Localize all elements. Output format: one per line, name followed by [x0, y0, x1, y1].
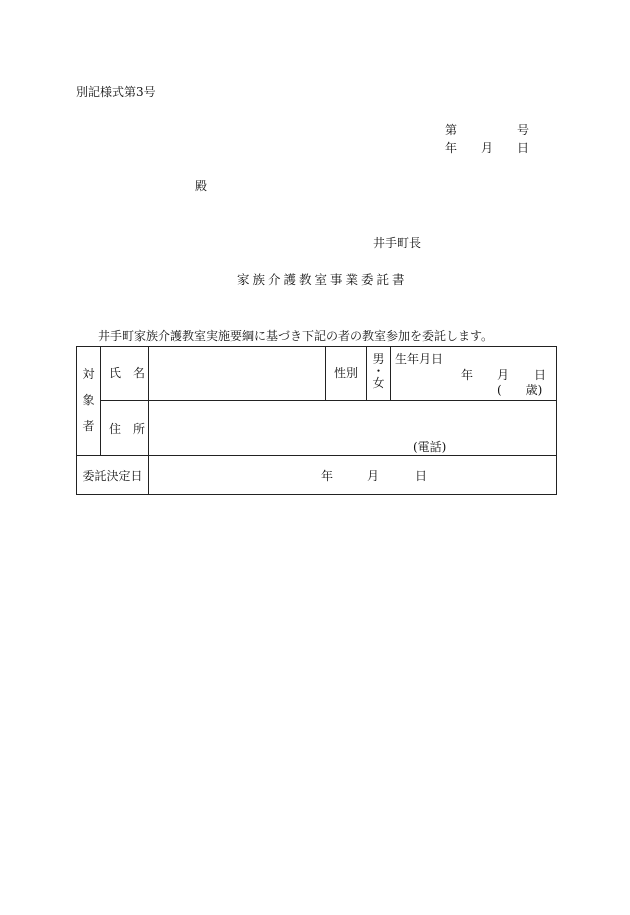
birthdate-day: 日 [534, 368, 547, 382]
subject-label-1: 対 [82, 367, 95, 381]
issue-number-suffix: 号 [517, 123, 530, 137]
sender: 井手町長 [373, 236, 422, 250]
decision-date-day: 日 [415, 469, 428, 483]
name-field[interactable] [149, 347, 326, 401]
decision-date-label-cell [77, 456, 149, 495]
name-label-cell [101, 347, 149, 401]
birthdate-month: 月 [497, 368, 510, 382]
decision-date-year: 年 [321, 469, 334, 483]
decision-date-month: 月 [367, 469, 380, 483]
address-label-cell [101, 401, 149, 456]
phone-label: (電話) [413, 440, 447, 454]
gender-options [367, 347, 390, 389]
name-label: 氏 名 [109, 366, 146, 380]
issue-date-day: 日 [517, 141, 530, 155]
address-field[interactable] [149, 401, 557, 456]
subject-label-cell [77, 347, 101, 456]
birthdate-label: 生年月日 [395, 352, 444, 366]
issue-number [445, 123, 530, 137]
form-number: 別記様式第3号 [76, 85, 156, 99]
body-text: 井手町家族介護教室実施要綱に基づき下記の者の教室参加を委託します。 [98, 329, 494, 343]
decision-date-field[interactable] [149, 456, 557, 495]
issue-number-prefix: 第 [445, 123, 458, 137]
address-label: 住 所 [109, 422, 146, 436]
subject-label-3: 者 [82, 419, 95, 433]
birthdate-age: ( 歳) [497, 383, 543, 397]
decision-date-label: 委託決定日 [82, 469, 143, 483]
birthdate-field[interactable] [391, 347, 557, 401]
entrustment-table [76, 346, 557, 495]
gender-female: 女 [372, 376, 385, 390]
gender-male: 男 [372, 352, 385, 366]
issue-date-year: 年 [445, 141, 458, 155]
gender-label-cell [326, 347, 367, 401]
subject-label-2: 象 [82, 393, 95, 407]
issue-date-month: 月 [481, 141, 494, 155]
addressee: 殿 [195, 179, 208, 193]
gender-field[interactable] [367, 347, 391, 401]
gender-separator: ・ [372, 364, 385, 378]
gender-label: 性別 [333, 366, 358, 380]
document-title: 家族介護教室事業委託書 [237, 272, 408, 287]
birthdate-year: 年 [461, 368, 474, 382]
